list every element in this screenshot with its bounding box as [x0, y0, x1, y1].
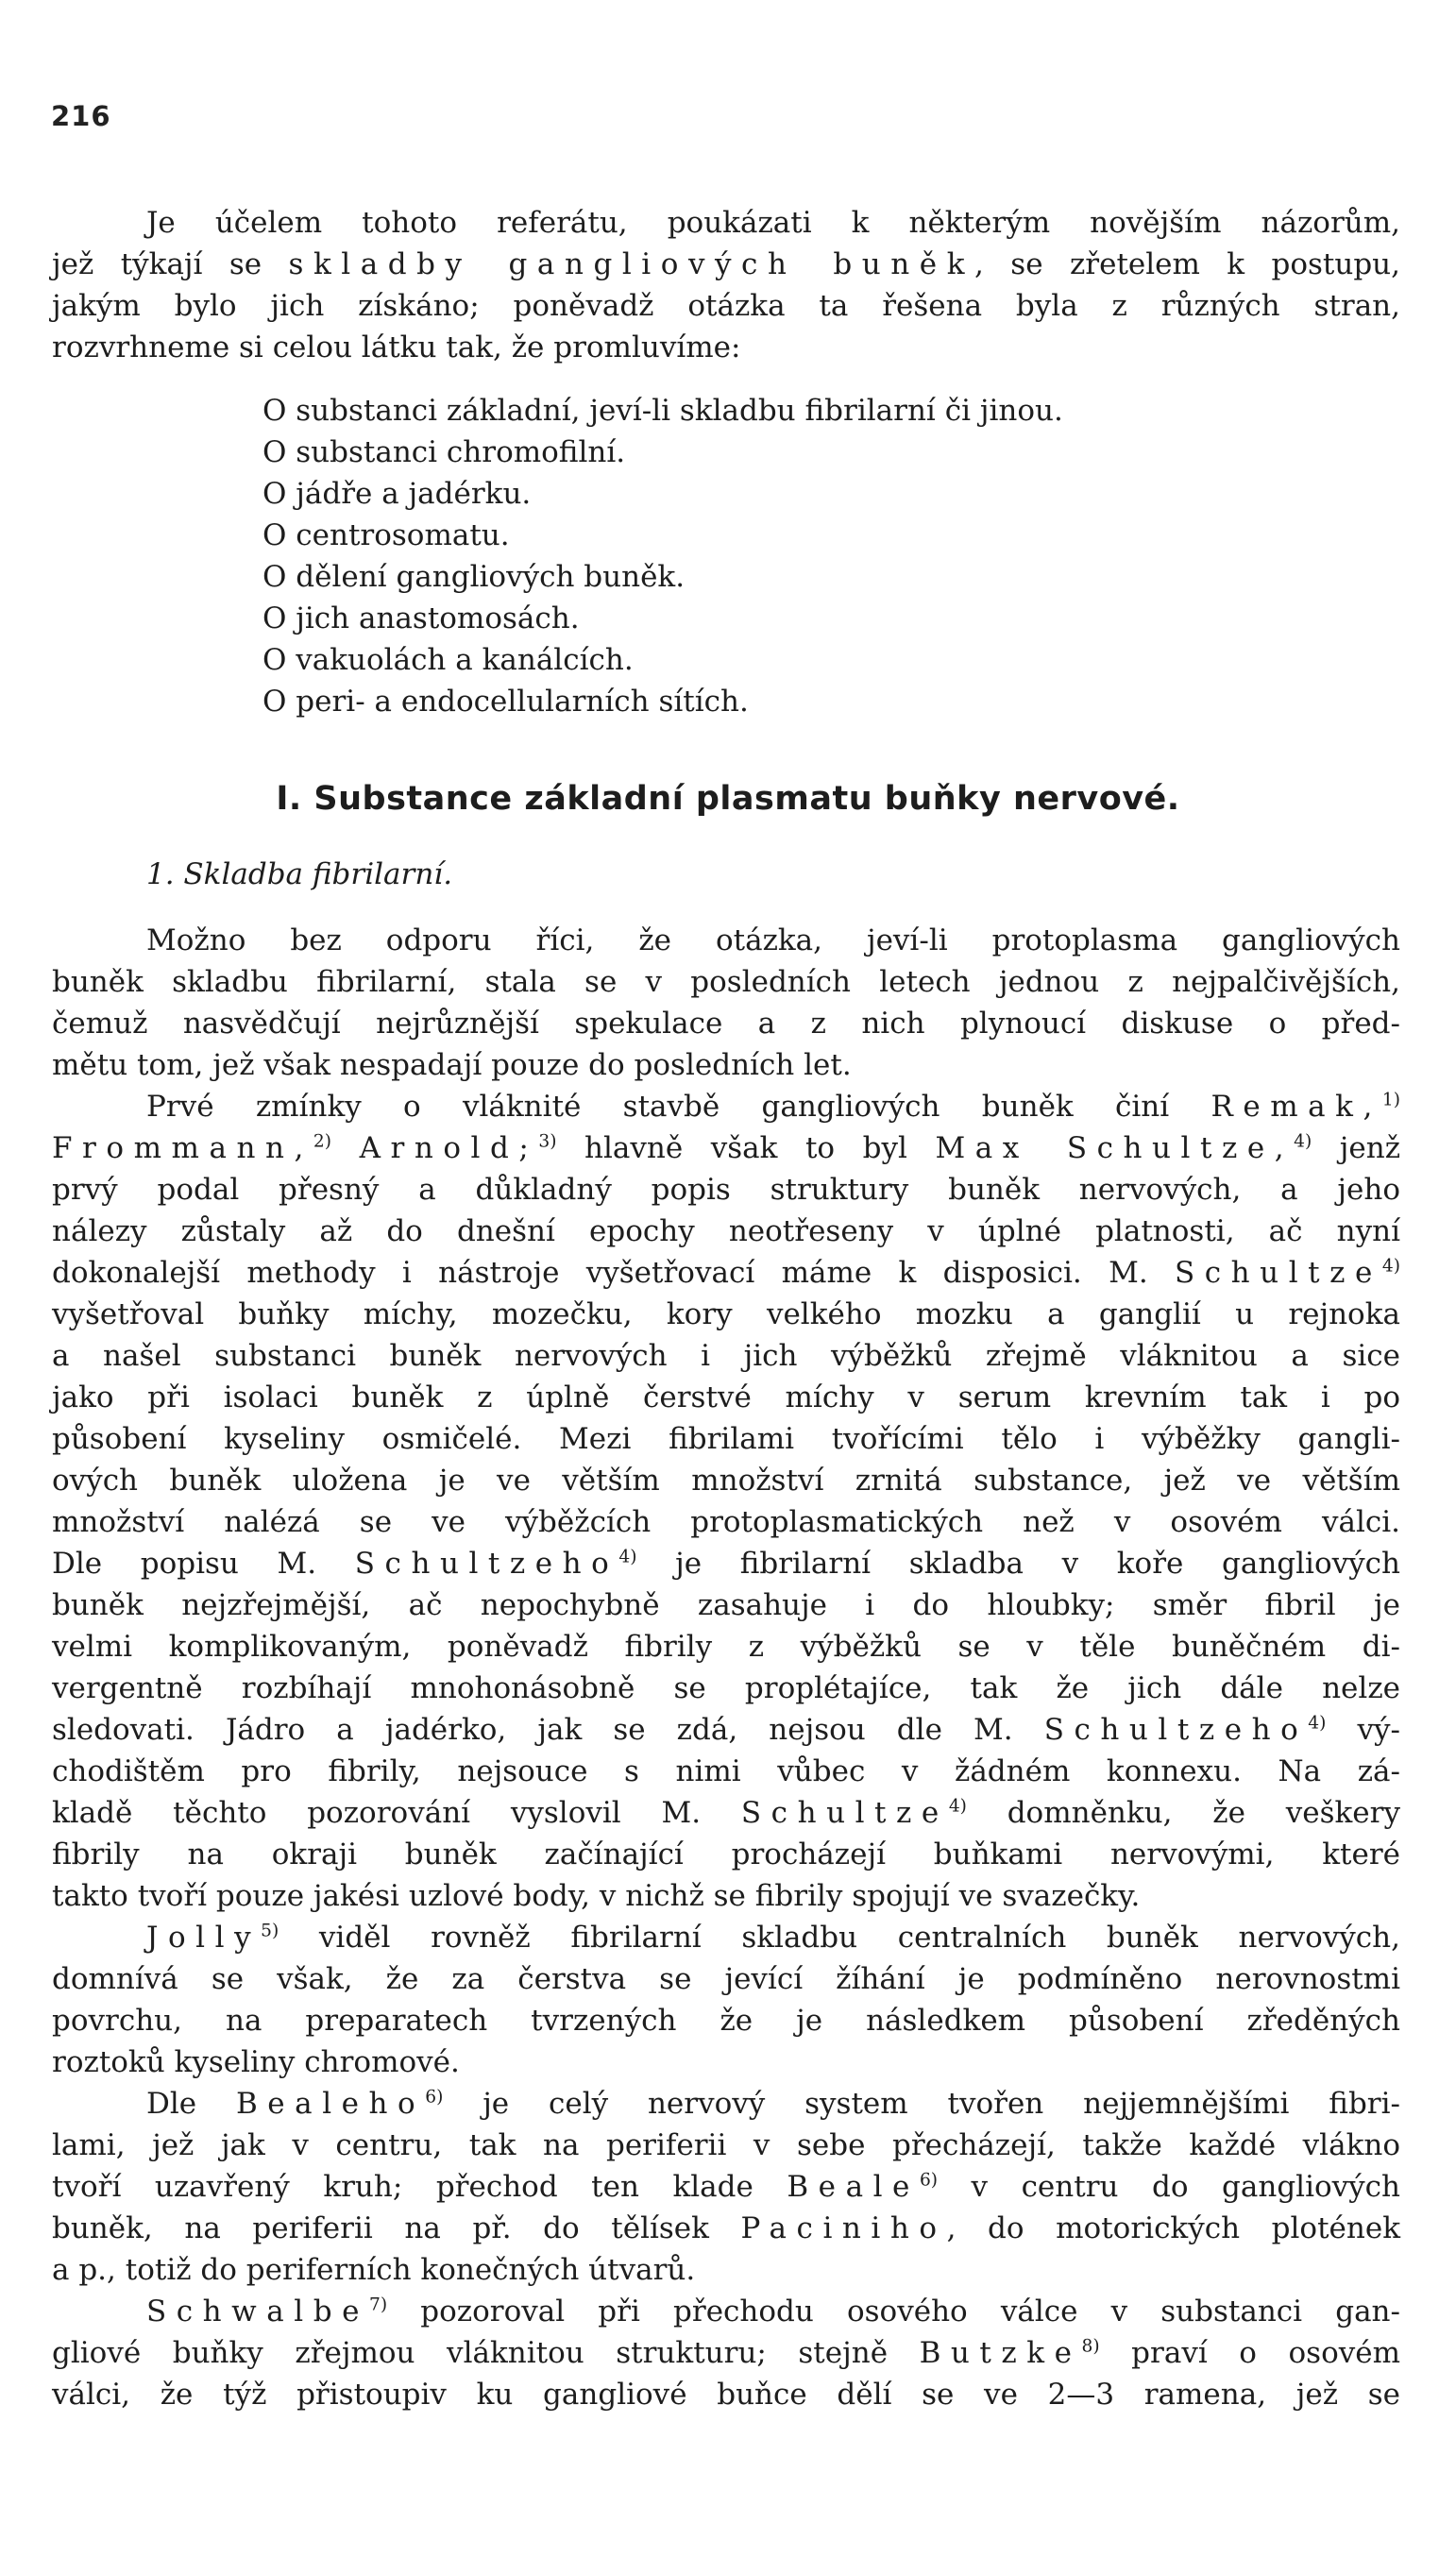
- footnote-ref: 5): [261, 1921, 279, 1941]
- body-line: jako při isolaci buněk z úplně čerstvé míchy v serum krevním tak i po: [52, 1380, 1400, 1414]
- intro-line: [52, 202, 1400, 244]
- footnote-ref: 3): [538, 1131, 557, 1152]
- body-line: Frommann,$^{2)}$ Arnold;$^{3)}$ hlavně však to byl Max Schultze,$^{4)}$ jenž: [52, 1131, 1401, 1165]
- body-line: takto tvoří pouze jakési uzlové body, v nichž se fibrily spojují ve svazečky.: [52, 1879, 1141, 1913]
- footnote-ref: 7): [369, 2295, 388, 2315]
- body-line: gliové buňky zřejmou vláknitou strukturu; stejně Butzke$^{8)}$ praví o osovém: [52, 2336, 1400, 2370]
- body-line: čemuž nasvědčují nejrůznější spekulace a z nich plynoucí diskuse o před-: [52, 1007, 1400, 1041]
- body-line: kladě těchto pozorování vyslovil M. Schultze$^{4)}$ domněnku, že veškery: [52, 1796, 1400, 1830]
- body-line: množství nalézá se ve výběžcích protoplasmatických než v osovém válci.: [52, 1505, 1400, 1539]
- footnote-ref: 8): [1081, 2336, 1100, 2357]
- body-line: roztoků kyseliny chromové.: [52, 2045, 460, 2079]
- body-line: lami, jež jak v centru, tak na periferii v sebe přecházejí, takže každé vlákno: [52, 2128, 1400, 2162]
- emphasis-skladba: skladby gangliových buněk: [288, 247, 975, 281]
- body-line: chodištěm pro fibrily, nejsouce s nimi vůbec v žádném konnexu. Na zá-: [52, 1754, 1400, 1788]
- body-line: prvý podal přesný a důkladný popis struktury buněk nervových, a jeho: [52, 1173, 1400, 1207]
- body-line: buněk skladbu fibrilarní, stala se v posledních letech jednou z nejpalčivějších,: [52, 965, 1400, 999]
- author-frommann: Frommann,: [52, 1131, 313, 1165]
- author-schultzeho: Schultzeho: [354, 1547, 619, 1581]
- footnote-ref: 4): [948, 1796, 967, 1817]
- body-line: Dle popisu M. Schultzeho$^{4)}$ je fibrilarní skladba v koře gangliových: [52, 1547, 1400, 1581]
- body-line: válci, že týž přistoupiv ku gangliové buňce dělí se ve 2—3 ramena, jež se: [52, 2378, 1400, 2412]
- body-line: a p., totiž do periferních konečných útvarů.: [52, 2253, 696, 2287]
- body-line: mětu tom, jež však nespadají pouze do posledních let.: [52, 1048, 852, 1082]
- footnote-ref: 6): [425, 2087, 444, 2108]
- body-line: Dle Bealeho$^{6)}$ je celý nervový system tvořen nejjemnějšími fibri-: [146, 2087, 1401, 2121]
- body-line: a našel substanci buněk nervových i jich výběžků zřejmě vláknitou a sice: [52, 1339, 1400, 1373]
- body-line: Možno bez odporu říci, že otázka, jeví-li protoplasma gangliových: [146, 923, 1400, 957]
- body-line: působení kyseliny osmičelé. Mezi fibrilami tvořícími tělo i výběžky gangli-: [52, 1422, 1400, 1456]
- intro-line: jež týkají se skladby gangliových buněk, se zřetelem k postupu,: [52, 247, 1401, 281]
- footnote-ref: 4): [1294, 1131, 1312, 1152]
- footnote-ref: 1): [1381, 1090, 1400, 1110]
- body-line: Jolly$^{5)}$ viděl rovněž fibrilarní skladbu centralních buněk nervových,: [146, 1921, 1400, 1955]
- author-pacini: Paciniho: [740, 2211, 947, 2245]
- body-line: povrchu, na preparatech tvrzených že je následkem působení zředěných: [52, 2004, 1400, 2038]
- footnote-ref: 2): [313, 1131, 332, 1152]
- intro-text: Je účelem tohoto referátu, poukázati k některým novějším názorům,: [146, 206, 1400, 240]
- footnote-ref: 4): [618, 1547, 637, 1567]
- body-line: vergentně rozbíhají mnohonásobně se proplétajíce, tak že jich dále nelze: [52, 1671, 1400, 1705]
- page-number: 216: [51, 100, 111, 132]
- intro-line: jakým bylo jich získáno; poněvadž otázka ta řešena byla z různých stran,: [52, 289, 1400, 323]
- subsection-heading: 1. Skladba fibrilarní.: [146, 857, 453, 891]
- author-schultze: Max Schultze,: [935, 1131, 1295, 1165]
- body-line: dokonalejší methody i nástroje vyšetřovací máme k disposici. M. Schultze$^{4)}$: [52, 1256, 1400, 1290]
- author-schultze: Schultze: [740, 1796, 949, 1830]
- body-line: tvoří uzavřený kruh; přechod ten klade Beale$^{6)}$ v centru do gangliových: [52, 2170, 1401, 2204]
- body-line: Prvé zmínky o vláknité stavbě gangliových buněk činí Remak,$^{1)}$: [146, 1090, 1400, 1124]
- body-line: vyšetřoval buňky míchy, mozečku, kory velkého mozku a ganglií u rejnoka: [52, 1297, 1400, 1331]
- footnote-ref: 4): [1381, 1256, 1400, 1277]
- author-schwalbe: Schwalbe: [146, 2295, 370, 2328]
- author-butzke: Butzke: [919, 2336, 1082, 2370]
- footnote-ref: 4): [1308, 1713, 1327, 1734]
- author-schultze: Schultze: [1175, 1256, 1382, 1290]
- footnote-ref: 6): [919, 2170, 939, 2191]
- body-line: sledovati. Jádro a jadérko, jak se zdá, nejsou dle M. Schultzeho$^{4)}$ vý-: [52, 1713, 1400, 1747]
- body-line: velmi komplikovaným, poněvadž fibrily z výběžků se v těle buněčném di-: [52, 1630, 1400, 1664]
- body-line: ových buněk uložena je ve větším množství zrnitá substance, jež ve větším: [52, 1464, 1400, 1498]
- body-line: domnívá se však, že za čerstva se jevící žíhání je podmíněno nerovnostmi: [52, 1962, 1400, 1996]
- body-line: Schwalbe$^{7)}$ pozoroval při přechodu osového válce v substanci gan-: [146, 2295, 1400, 2328]
- section-heading: I. Substance základní plasmatu buňky nervové.: [276, 780, 1180, 818]
- page-body: Je účelem tohoto referátu, poukázati k některým novějším názorům, jež týkají se skladby gangliových buněk, se zřetelem k postupu, jakým bylo jich získáno; poněvadž otázka ta řešena byla z různých stran, rozvrhneme si celou látku tak, že promluvíme: O substanci základní, jeví-li skladbu fibrilarní či jinou. O substanci chromofilní. O jádře a jadérku. O centrosomatu. O dělení gangliových buněk. O jich anastomosách. O vakuolách a kanálcích. O peri- a endocellularních sítích. I. Substance základní plasmatu buňky nervové. 1. Skladba fibrilarní. Možno bez odporu říci, že otázka, jeví-li protoplasma gangliových buněk skladbu fibrilarní, stala se v posledních letech jednou z nejpalčivějších, čemuž nasvědčují nejrůznější spekulace a z nich plynoucí diskuse o před- mětu tom, jež však nespadají pouze do posledních let. Prvé zmínky o vláknité stavbě gangliových buněk činí Remak,$^{1)}$ Frommann,$^{2)}$ Arnold;$^{3)}$ hlavně však to byl Max Schultze,$^{4)}$ jenž prvý podal přesný a důkladný popis struktury buněk nervových, a jeho nálezy zůstaly až do dnešní epochy neotřeseny v úplné platnosti, ač nyní dokonalejší methody i nástroje vyšetřovací máme k disposici. M. Schultze$^{4)}$ vyšetřoval buňky míchy, mozečku, kory velkého mozku a ganglií u rejnoka a našel substanci buněk nervových i jich výběžků zřejmě vláknitou a sice jako při isolaci buněk z úplně čerstvé míchy v serum krevním tak i po působení kyseliny osmičelé. Mezi fibrilami tvořícími tělo i výběžky gangli- ových buněk uložena je ve větším množství zrnitá substance, jež ve větším množství nalézá se ve výběžcích protoplasmatických než v osovém válci. Dle popisu M. Schultzeho$^{4)}$ je fibrilarní skladba v koře gangliových buněk nejzřejmější, ač nepochybně zasahuje i do hloubky; směr fibril je velmi komplikovaným, poněvadž fibrily z výběžků se v těle buněčném di- vergentně rozbíhají mnohonásobně se proplétajíce, tak že jich dále nelze sledovati. Jádro a jadérko, jak se zdá, nejsou dle M. Schultzeho$^{4)}$ vý- chodištěm pro fibrily, nejsouce s nimi vůbec v žádném konnexu. Na zá- kladě těchto pozorování vyslovil M. Schultze$^{4)}$ domněnku, že veškery fibrily na okraji buněk začínající procházejí buňkami nervovými, které takto tvoří pouze jakési uzlové body, v nichž se fibrily spojují ve svazečky. Jolly$^{5)}$ viděl rovněž fibrilarní skladbu centralních buněk nervových, domnívá se však, že za čerstva se jevící žíhání je podmíněno nerovnostmi povrchu, na preparatech tvrzených že je následkem působení zředěných roztoků kyseliny chromové. Dle Bealeho$^{6)}$ je celý nervový system tvořen nejjemnějšími fibri- lami, jež jak v centru, tak na periferii v sebe přecházejí, takže každé vlákno tvoří uzavřený kruh; přechod ten klade Beale$^{6)}$ v centru do gangliových buněk, na periferii na př. do tělísek Paciniho, do motorických plotének a p., totiž do periferních konečných útvarů. Schwalbe$^{7)}$ pozoroval při přechodu osového válce v substanci gan- gliové buňky zřejmou vláknitou strukturu; stejně Butzke$^{8)}$ praví o osovém válci, že týž přistoupiv ku gangliové buňce dělí se ve 2—3 ramena, jež se: [0, 0, 1456, 2574]
- body-line: buněk, na periferii na př. do tělísek Paciniho, do motorických plotének: [52, 2211, 1400, 2245]
- author-arnold: Arnold;: [359, 1131, 539, 1165]
- author-bealeho: Bealeho: [235, 2087, 426, 2121]
- body-line: nálezy zůstaly až do dnešní epochy neotřeseny v úplné platnosti, ač nyní: [52, 1214, 1400, 1248]
- body-line: fibrily na okraji buněk začínající procházejí buňkami nervovými, které: [52, 1837, 1400, 1871]
- intro-line: rozvrhneme si celou látku tak, že promluvíme:: [52, 330, 741, 364]
- author-beale: Beale: [787, 2170, 920, 2204]
- body-line: buněk nejzřejmější, ač nepochybně zasahuje i do hloubky; směr fibril je: [52, 1588, 1400, 1622]
- author-schultzeho: Schultzeho: [1043, 1713, 1309, 1747]
- author-remak: Remak,: [1211, 1090, 1382, 1124]
- author-jolly: Jolly: [146, 1921, 262, 1955]
